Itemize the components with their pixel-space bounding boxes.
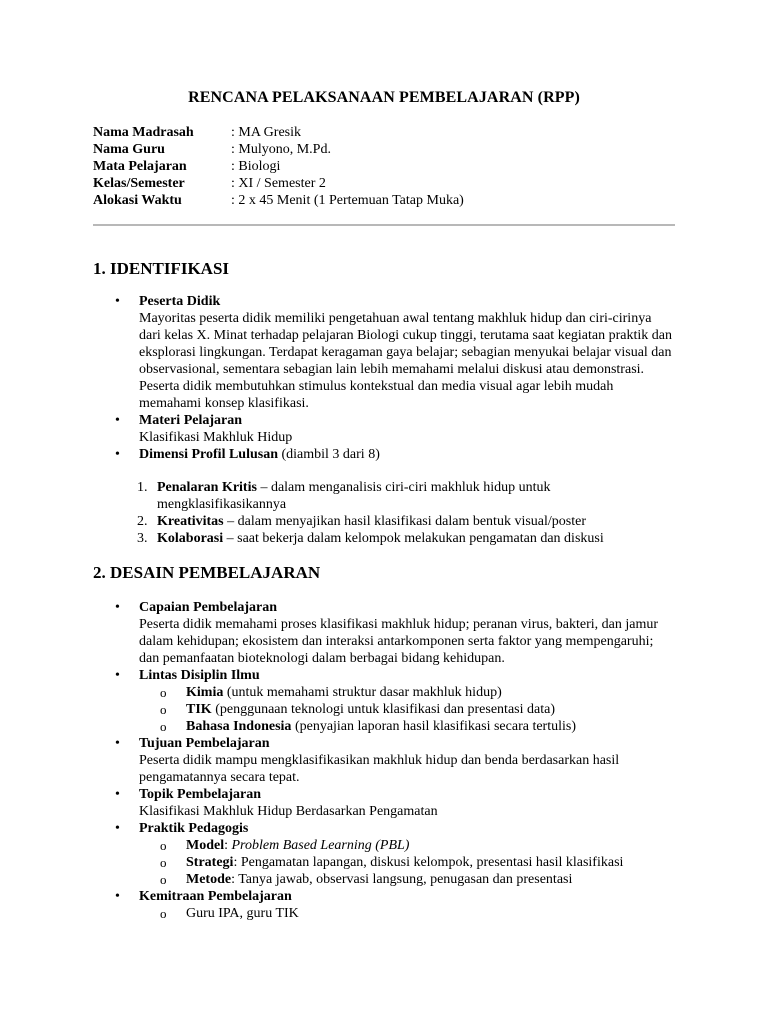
item-text: Peserta didik memahami proses klasifikasi makhluk hidup; peranan virus, bakteri, dan jamur dalam kehidupan; ekosistem dan interaksi antarkomponen serta faktor yang mempengaruhi; dan pemanfaatan bioteknologi dalam berbagai bidang kehidupan.: [139, 617, 659, 666]
sub-item-text: (penyajian laporan hasil klasifikasi secara tertulis): [291, 719, 576, 734]
bullet-icon: •: [115, 821, 120, 836]
meta-key: Kelas/Semester: [93, 176, 185, 191]
item-text: – dalam menyajikan hasil klasifikasi dalam bentuk visual/poster: [223, 514, 586, 529]
item-suffix: (diambil 3 dari 8): [278, 447, 380, 462]
document-title: RENCANA PELAKSANAAN PEMBELAJARAN (RPP): [188, 89, 580, 106]
meta-value: : Mulyono, M.Pd.: [231, 142, 331, 157]
sub-item-text: (penggunaan teknologi untuk klasifikasi dan presentasi data): [211, 702, 555, 717]
bullet-icon: •: [115, 889, 120, 904]
section-heading-desain: 2. DESAIN PEMBELAJARAN: [93, 563, 321, 582]
sub-bullet-icon: o: [160, 702, 167, 717]
sub-item-metode: [0, 871, 686, 888]
bullet-icon: •: [115, 668, 120, 683]
meta-row-alokasi: [93, 192, 464, 209]
meta-value: : MA Gresik: [231, 125, 301, 140]
item-text: – saat bekerja dalam kelompok melakukan pengamatan dan diskusi: [223, 531, 604, 546]
sub-item-label: Kimia: [186, 685, 224, 700]
sub-item-label: Metode: [186, 872, 232, 887]
list-item-capaian: [0, 599, 675, 667]
list-item-kemitraan: [0, 888, 675, 905]
list-item-materi: [0, 412, 675, 446]
item-text: Klasifikasi Makhluk Hidup Berdasarkan Pengamatan: [139, 804, 438, 819]
sub-item-label: Bahasa Indonesia: [186, 719, 292, 734]
list-item-dimensi: [0, 446, 675, 463]
numbered-item-2: [0, 513, 677, 530]
bullet-icon: •: [115, 413, 120, 428]
numbered-item-1: [0, 479, 677, 513]
sub-item-label: TIK: [186, 702, 212, 717]
sub-item-model: [0, 837, 686, 854]
bullet-icon: •: [115, 787, 120, 802]
item-number: 2.: [137, 514, 148, 529]
item-label: Kemitraan Pembelajaran: [139, 889, 292, 904]
item-text: Peserta didik mampu mengklasifikasikan makhluk hidup dan benda berdasarkan hasil pengamatannya secara tepat.: [139, 753, 620, 785]
sub-item-text: Guru IPA, guru TIK: [186, 906, 299, 921]
meta-key: Nama Madrasah: [93, 125, 194, 140]
meta-table: [93, 124, 464, 209]
meta-key: Alokasi Waktu: [93, 193, 182, 208]
colon: :: [224, 838, 232, 853]
dimensi-numbered-list: [0, 479, 677, 547]
meta-row-guru: [93, 141, 464, 158]
list-item-lintas: [0, 667, 675, 684]
item-number: 1.: [137, 480, 148, 495]
sub-bullet-icon: o: [160, 855, 167, 870]
item-label: Kreativitas: [157, 514, 224, 529]
item-label: Dimensi Profil Lulusan: [139, 447, 278, 462]
sub-item-mitra: [0, 905, 686, 922]
item-label: Materi Pelajaran: [139, 413, 243, 428]
item-number: 3.: [137, 531, 148, 546]
meta-row-mapel: [93, 158, 464, 175]
item-label: Kolaborasi: [157, 531, 224, 546]
section-heading-identifikasi: 1. IDENTIFIKASI: [93, 259, 230, 278]
sub-bullet-icon: o: [160, 906, 167, 921]
sub-bullet-icon: o: [160, 719, 167, 734]
list-item-praktik: [0, 820, 675, 837]
bullet-icon: •: [115, 447, 120, 462]
meta-key: Nama Guru: [93, 142, 165, 157]
sub-item-text: Problem Based Learning (PBL): [231, 838, 410, 853]
meta-value: : 2 x 45 Menit (1 Pertemuan Tatap Muka): [231, 193, 464, 208]
sub-bullet-icon: o: [160, 872, 167, 887]
bullet-icon: •: [115, 294, 120, 309]
sub-bullet-icon: o: [160, 685, 167, 700]
sub-item-bahasa: [0, 718, 686, 735]
item-label: Topik Pembelajaran: [139, 787, 261, 802]
sub-item-kimia: [0, 684, 686, 701]
item-text: Klasifikasi Makhluk Hidup: [139, 430, 293, 445]
sub-item-tik: [0, 701, 686, 718]
sub-item-strategi: [0, 854, 686, 871]
list-item-peserta-didik: [0, 293, 675, 412]
numbered-item-3: [0, 530, 677, 547]
list-item-topik: [0, 786, 675, 820]
meta-row-kelas: [93, 175, 464, 192]
item-label: Peserta Didik: [139, 294, 221, 309]
sub-item-text: (untuk memahami struktur dasar makhluk hidup): [223, 685, 502, 700]
meta-row-madrasah: [93, 124, 464, 141]
item-label: Capaian Pembelajaran: [139, 600, 278, 615]
sub-item-text: : Pengamatan lapangan, diskusi kelompok, presentasi hasil klasifikasi: [233, 855, 624, 870]
item-label: Tujuan Pembelajaran: [139, 736, 270, 751]
item-label: Lintas Disiplin Ilmu: [139, 668, 260, 683]
horizontal-divider: [93, 224, 675, 226]
bullet-icon: •: [115, 736, 120, 751]
list-item-tujuan: [0, 735, 675, 786]
item-text: – dalam menganalisis ciri-ciri makhluk hidup untuk mengklasifikasikannya: [157, 480, 551, 512]
bullet-icon: •: [115, 600, 120, 615]
identifikasi-list: [0, 293, 768, 463]
item-label: Penalaran Kritis: [157, 480, 257, 495]
meta-value: : Biologi: [231, 159, 281, 174]
item-text: Mayoritas peserta didik memiliki pengetahuan awal tentang makhluk hidup dan ciri-cirinya dari kelas X. Minat terhadap pelajaran Biologi cukup tinggi, terutama saat kegiatan praktik dan eksplorasi lingkungan. Terdapat keragaman gaya belajar; sebagian menyukai belajar visual dan observasional, sementara sebagian lain lebih memahami melalui diskusi atau demonstrasi. Peserta didik membutuhkan stimulus kontekstual dan media visual agar lebih mudah memahami konsep klasifikasi.: [139, 311, 672, 411]
meta-key: Mata Pelajaran: [93, 159, 187, 174]
sub-item-text: : Tanya jawab, observasi langsung, penugasan dan presentasi: [231, 872, 573, 887]
meta-value: : XI / Semester 2: [231, 176, 326, 191]
sub-item-label: Model: [186, 838, 225, 853]
sub-bullet-icon: o: [160, 838, 167, 853]
desain-list: [0, 599, 768, 922]
item-label: Praktik Pedagogis: [139, 821, 249, 836]
sub-item-label: Strategi: [186, 855, 234, 870]
